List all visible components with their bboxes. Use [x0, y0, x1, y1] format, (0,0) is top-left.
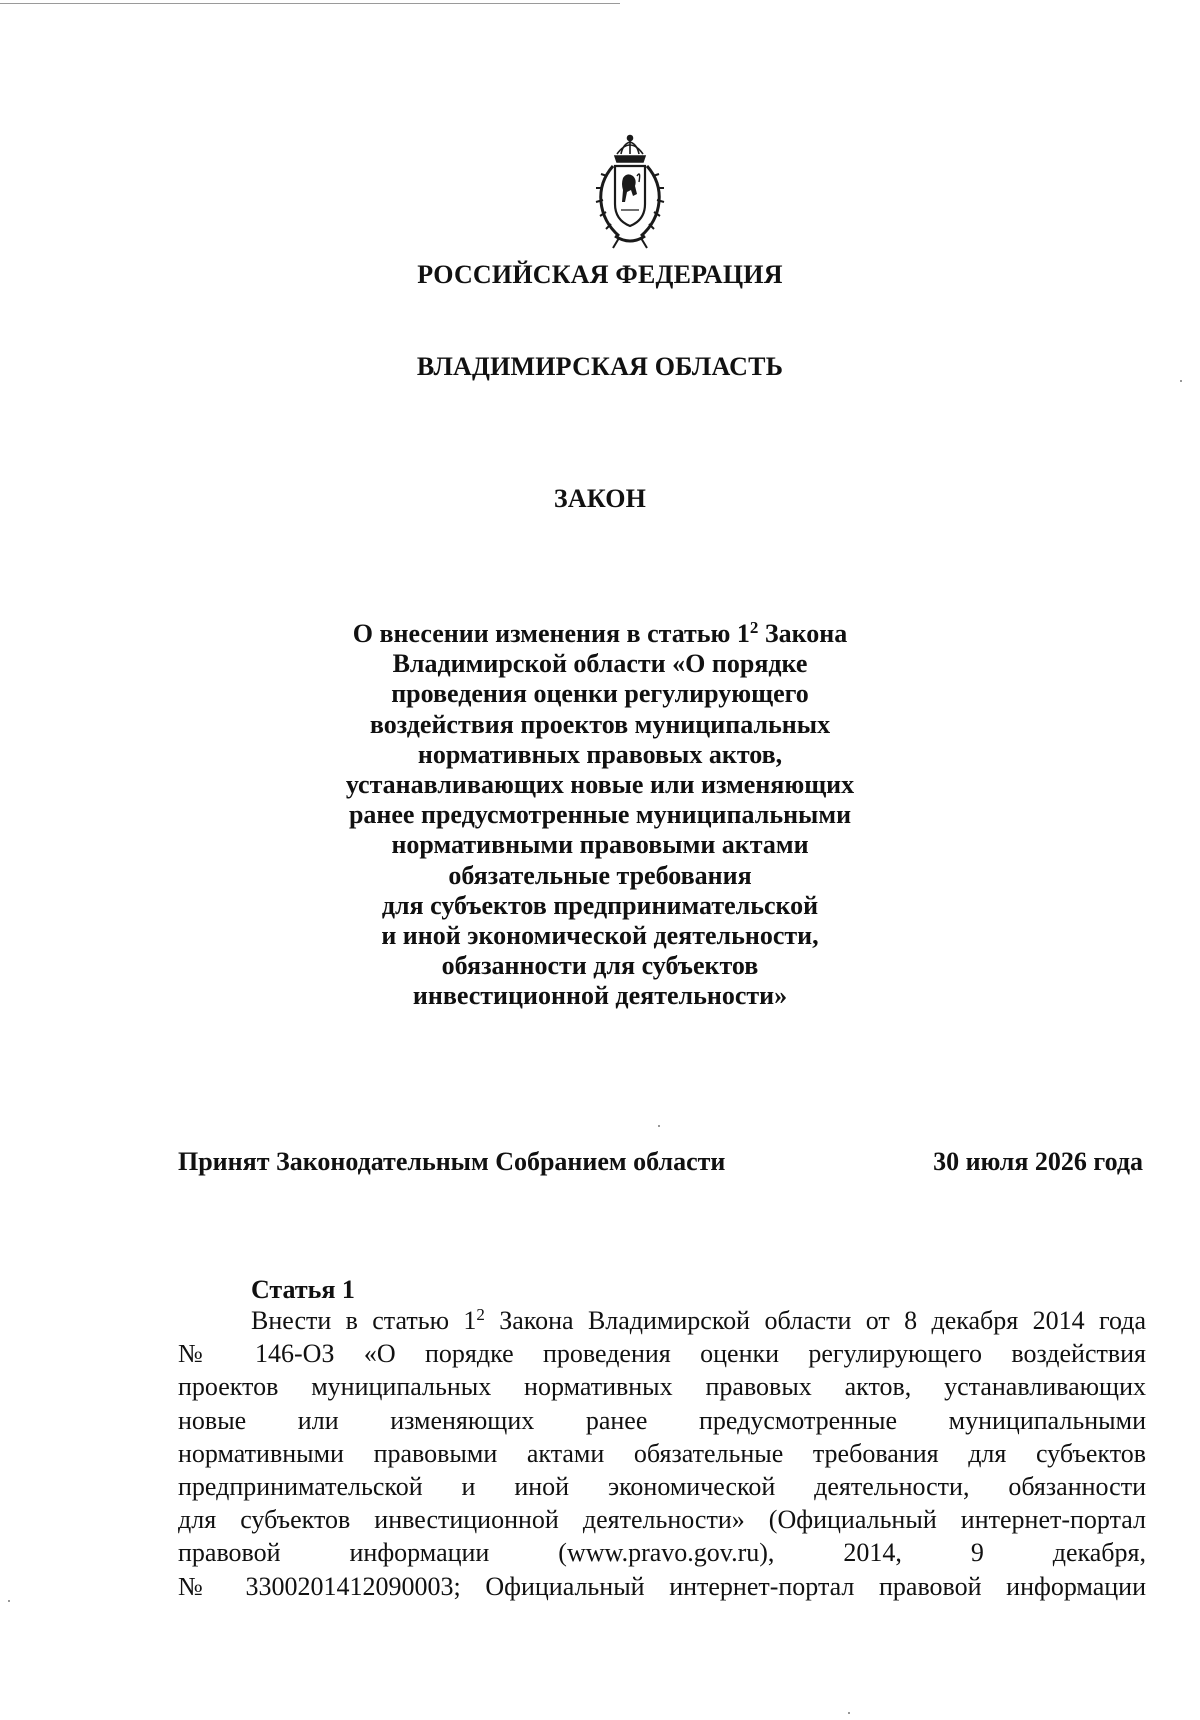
adoption-label: Принят Законодательным Собранием области: [178, 1147, 726, 1176]
scan-speck: [658, 1125, 660, 1127]
title-line: проведения оценки регулирующего: [391, 679, 809, 709]
region-heading: ВЛАДИМИРСКАЯ ОБЛАСТЬ: [416, 352, 784, 381]
paragraph-line: правовой информации (www.pravo.gov.ru), 2014, 9 декабря,: [178, 1538, 1146, 1568]
paragraph-line: для субъектов инвестиционной деятельности» (Официальный интернет-портал: [178, 1505, 1146, 1535]
adoption-line: [178, 1147, 1143, 1177]
country-heading: РОССИЙСКАЯ ФЕДЕРАЦИЯ: [417, 260, 783, 289]
title-line: нормативных правовых актов,: [417, 739, 783, 769]
title-line: ранее предусмотренные муниципальными: [348, 800, 852, 830]
paragraph-line: № 3300201412090003; Официальный интернет-портал правовой информации: [178, 1571, 1146, 1601]
title-line: для субъектов предпринимательской: [381, 890, 819, 920]
paragraph-line: нормативными правовыми актами обязательные требования для субъектов: [178, 1438, 1146, 1468]
title-line: устанавливающих новые или изменяющих: [345, 770, 855, 800]
doc-type-heading: ЗАКОН: [553, 484, 647, 513]
paragraph-line: новые или изменяющих ранее предусмотренные муниципальными: [178, 1405, 1146, 1435]
article-paragraph: [178, 1304, 1146, 1603]
title-line: Владимирской области «О порядке: [392, 649, 808, 679]
title-line: воздействия проектов муниципальных: [369, 709, 831, 739]
article-heading: Статья 1: [251, 1275, 355, 1304]
title-line: инвестиционной деятельности»: [412, 981, 788, 1011]
paragraph-line: проектов муниципальных нормативных правовых актов, устанавливающих: [178, 1372, 1146, 1402]
title-line: обязательные требования: [448, 860, 752, 890]
title-line: нормативными правовыми актами: [391, 830, 809, 860]
scan-artifact-line: [0, 3, 620, 4]
paragraph-line: Внести в статью $1^2$ Закона Владимирской области от 8 декабря 2014 года: [251, 1305, 1146, 1335]
title-line: и иной экономической деятельности,: [381, 921, 819, 951]
adoption-date: 30 июля 2026 года: [933, 1147, 1143, 1176]
title-line: О внесении изменения в статью $1^2$ Закона: [352, 618, 848, 648]
coat-of-arms-icon: [593, 132, 667, 250]
law-title: [340, 619, 860, 1012]
paragraph-line: предпринимательской и иной экономической деятельности, обязанности: [178, 1472, 1146, 1502]
paragraph-line: № 146-ОЗ «О порядке проведения оценки регулирующего воздействия: [178, 1339, 1146, 1369]
title-line: обязанности для субъектов: [441, 951, 759, 981]
scan-speck: [8, 1600, 10, 1602]
scan-speck: [848, 1712, 850, 1714]
